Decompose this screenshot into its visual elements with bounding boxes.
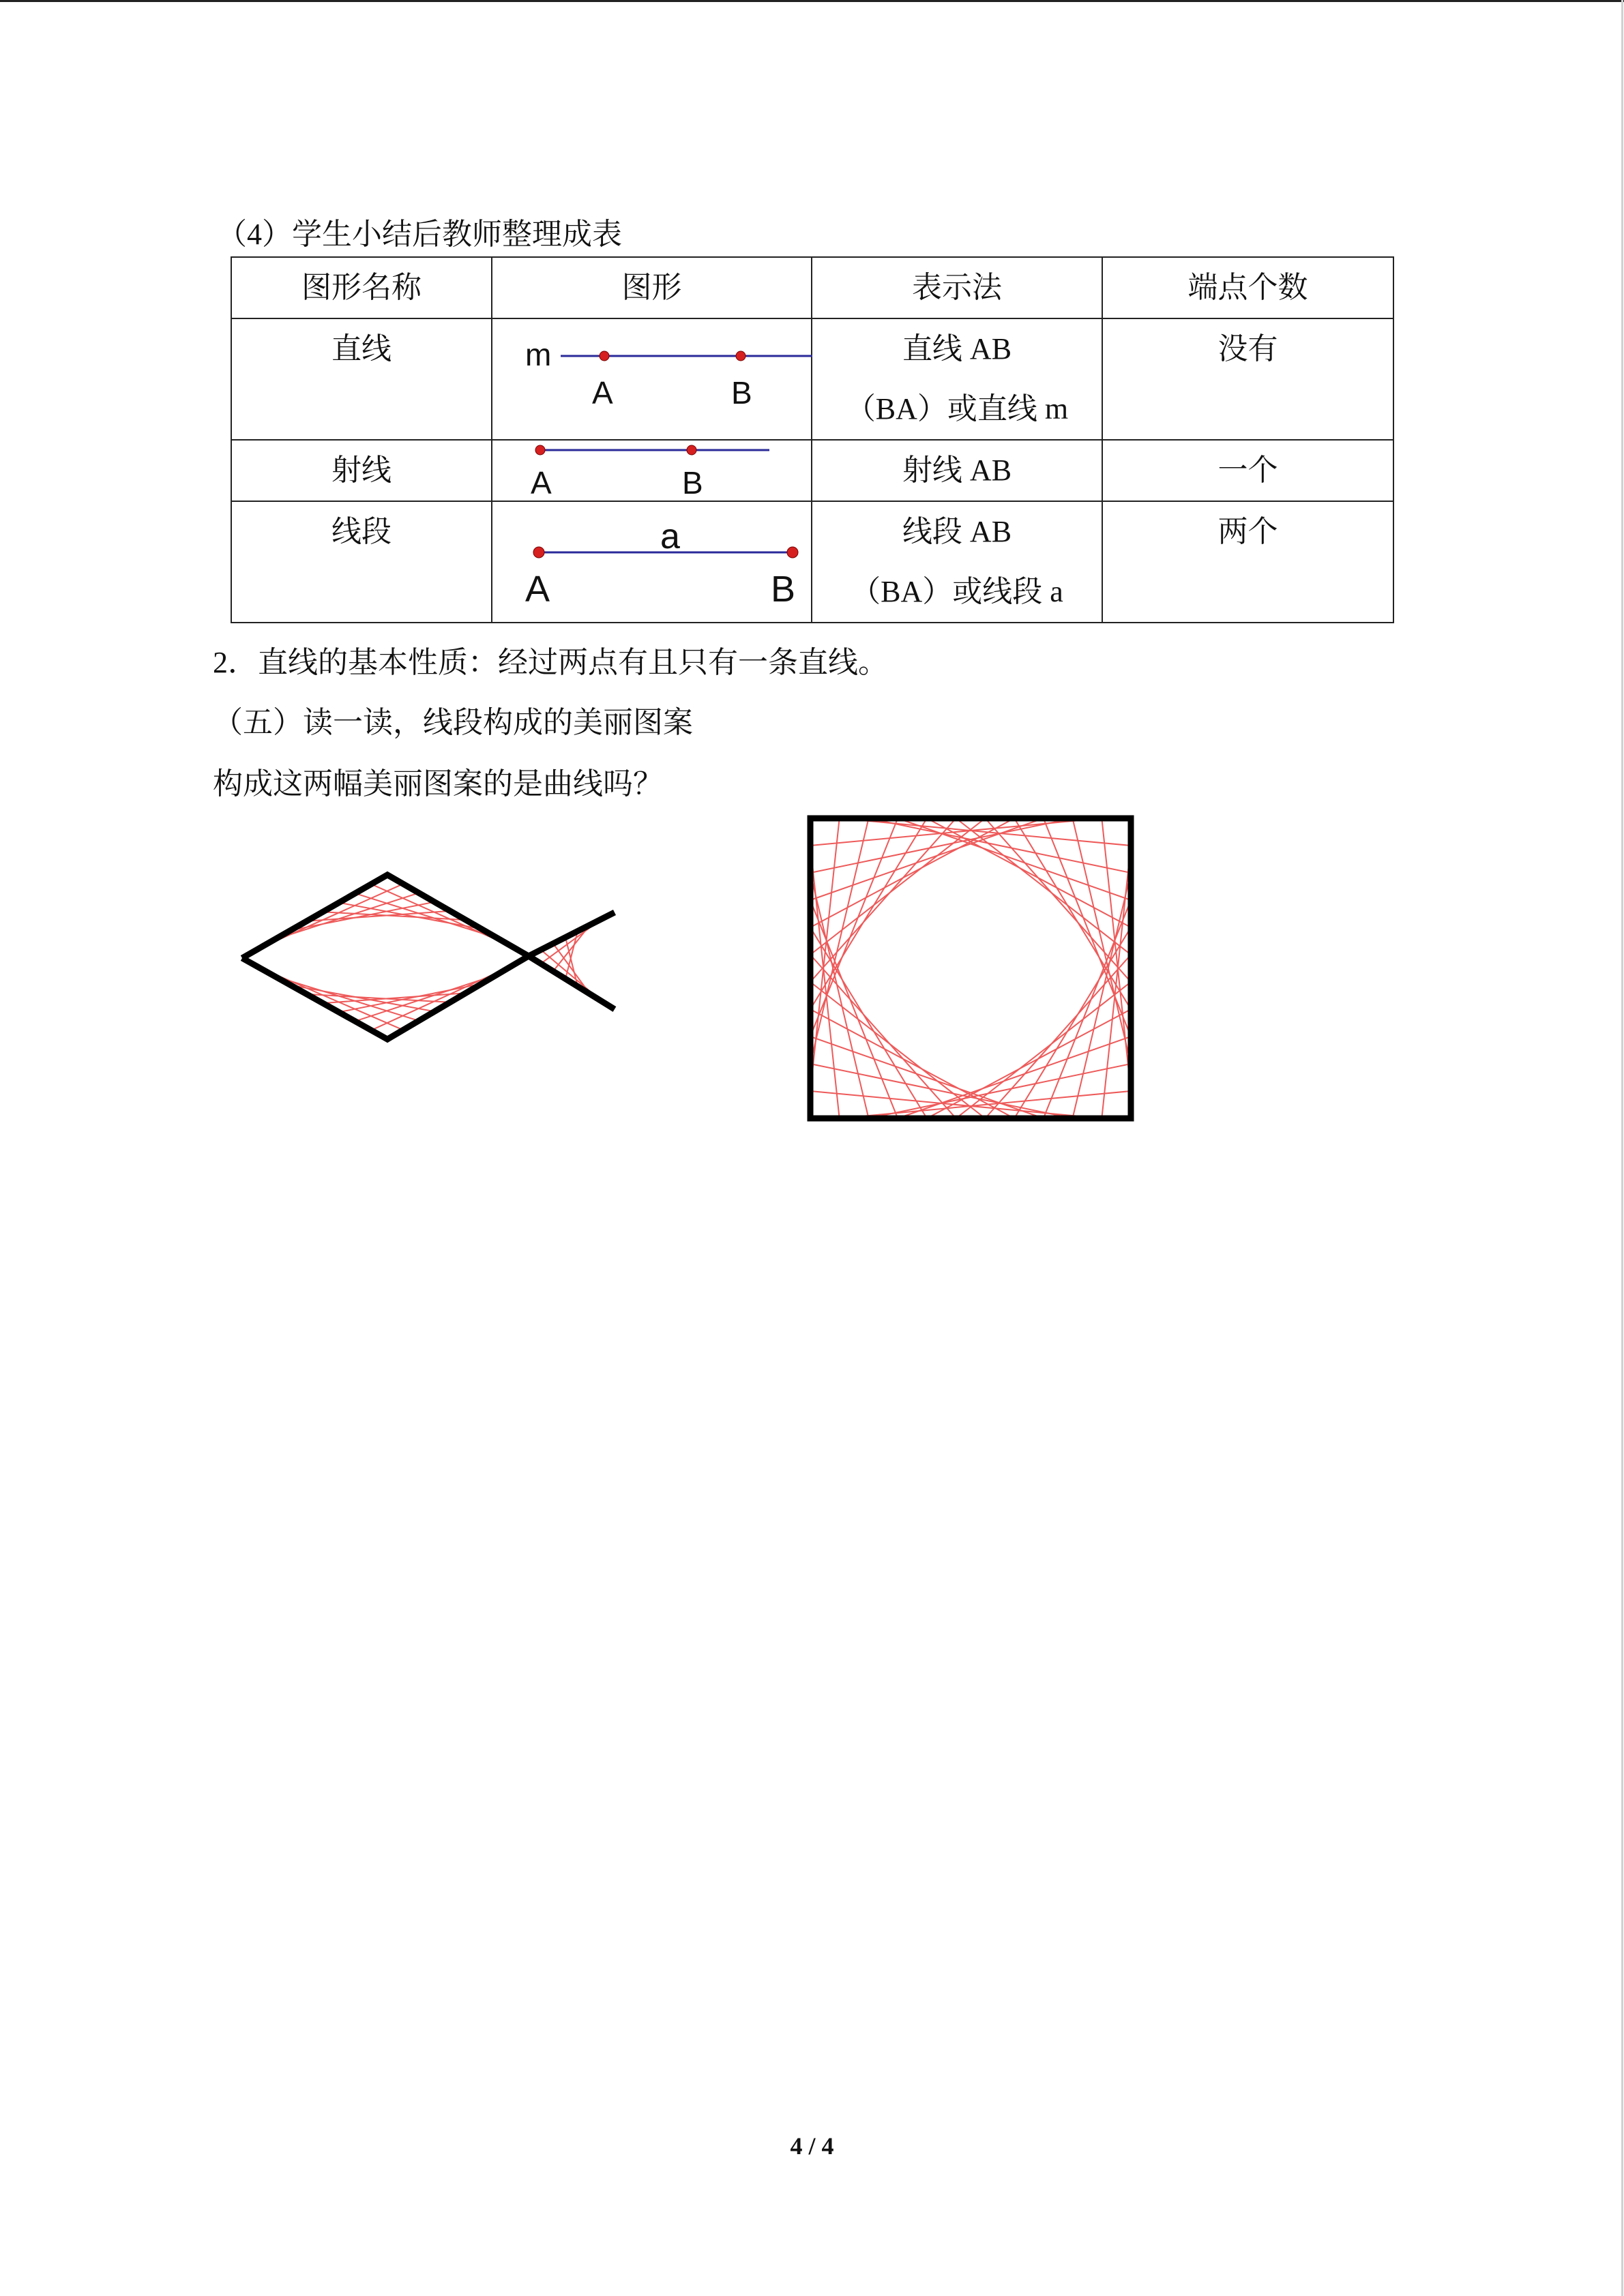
summary-title: （4）学生小结后教师整理成表	[217, 218, 622, 251]
square-string-line	[810, 982, 985, 1118]
page-right-border	[1621, 0, 1623, 2296]
page-top-border	[0, 0, 1624, 2]
point-b	[687, 445, 696, 455]
point-a	[535, 445, 545, 455]
point-a-label: A	[525, 569, 550, 610]
point-a	[533, 547, 544, 558]
point-a-label: A	[531, 465, 552, 501]
summary-table	[231, 256, 1394, 623]
table-header-cell: 图形名称	[231, 257, 492, 318]
section-title: （五）读一读，线段构成的美丽图案	[213, 706, 693, 739]
segment-label: a	[660, 517, 680, 556]
table-header-cell: 端点个数	[1102, 257, 1393, 318]
endpoint-count-cell: 没有	[1102, 318, 1393, 440]
ray-figure-cell	[492, 440, 812, 501]
square-string-line	[956, 818, 1131, 955]
square-string-line	[810, 1009, 1014, 1118]
square-string-line	[1014, 927, 1131, 1118]
fish-pattern	[232, 859, 628, 1050]
square-string-line	[927, 1009, 1131, 1118]
page-number: 4 / 4	[790, 2132, 834, 2160]
table-header-cell: 图形	[492, 257, 812, 318]
segment-figure-cell	[492, 501, 812, 623]
segment-figure	[492, 502, 812, 622]
table-row	[231, 318, 1393, 440]
square-string-line	[927, 818, 1131, 927]
endpoint-count-cell: 两个	[1102, 501, 1393, 623]
table-header-row	[231, 257, 1393, 318]
fish-tail-upper	[529, 912, 615, 956]
square-string-line	[1014, 818, 1131, 1009]
shape-name-cell: 线段	[231, 501, 492, 623]
point-b-label: B	[682, 465, 703, 501]
question: 构成这两幅美丽图案的是曲线吗？	[213, 767, 663, 801]
line-figure-cell	[492, 318, 812, 440]
notation-line1: 直线 AB	[902, 332, 1012, 366]
square-pattern	[805, 813, 1139, 1127]
ray-figure	[492, 441, 812, 501]
square-string-lines	[810, 818, 1131, 1118]
shape-name-cell: 直线	[231, 318, 492, 440]
point-b	[787, 547, 798, 558]
point-a	[600, 351, 609, 361]
point-b	[736, 351, 745, 361]
table-row	[231, 501, 1393, 623]
square-string-line	[810, 818, 1014, 927]
notation-line2: （BA）或直线 m	[845, 392, 1069, 426]
notation-cell	[812, 318, 1102, 440]
square-string-line	[956, 982, 1131, 1118]
line-property: 2．直线的基本性质：经过两点有且只有一条直线。	[213, 646, 888, 679]
table-row	[231, 440, 1393, 501]
square-string-line	[810, 927, 927, 1118]
fish-body-outline	[242, 875, 529, 1039]
point-a-label: A	[592, 375, 613, 411]
fish-string-lines	[259, 884, 602, 1030]
notation-cell	[812, 440, 1102, 501]
notation-line1: 线段 AB	[902, 515, 1012, 548]
endpoint-count-cell: 一个	[1102, 440, 1393, 501]
line-figure	[492, 319, 812, 439]
point-b-label: B	[731, 375, 752, 411]
square-string-line	[810, 818, 927, 1009]
point-b-label: B	[771, 569, 796, 610]
notation-cell	[812, 501, 1102, 623]
table-header-cell: 表示法	[812, 257, 1102, 318]
notation-line2: （BA）或线段 a	[851, 575, 1063, 608]
line-label: m	[525, 337, 552, 372]
square-string-line	[810, 818, 985, 955]
shape-name-cell: 射线	[231, 440, 492, 501]
notation-line1: 射线 AB	[902, 453, 1012, 487]
